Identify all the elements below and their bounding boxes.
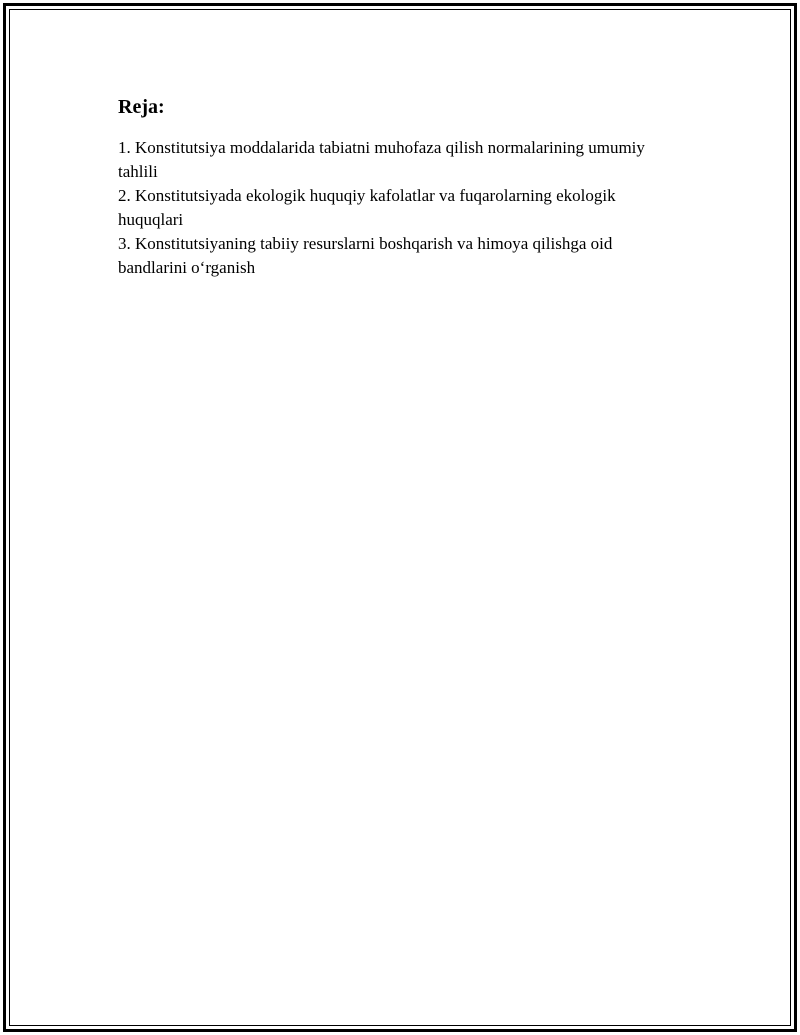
plan-item-3: 3. Konstitutsiyaning tabiiy resurslarni boshqarish va himoya qilishga oid bandlarini o‘rganish (118, 234, 613, 277)
plan-item-2: 2. Konstitutsiyada ekologik huquqiy kafolatlar va fuqarolarning ekologik huquqlari (118, 186, 616, 229)
plan-list (118, 136, 678, 280)
plan-heading: Reja: (118, 96, 165, 118)
document-content (118, 94, 678, 280)
plan-item-1: 1. Konstitutsiya moddalarida tabiatni muhofaza qilish normalarining umumiy tahlili (118, 138, 645, 181)
